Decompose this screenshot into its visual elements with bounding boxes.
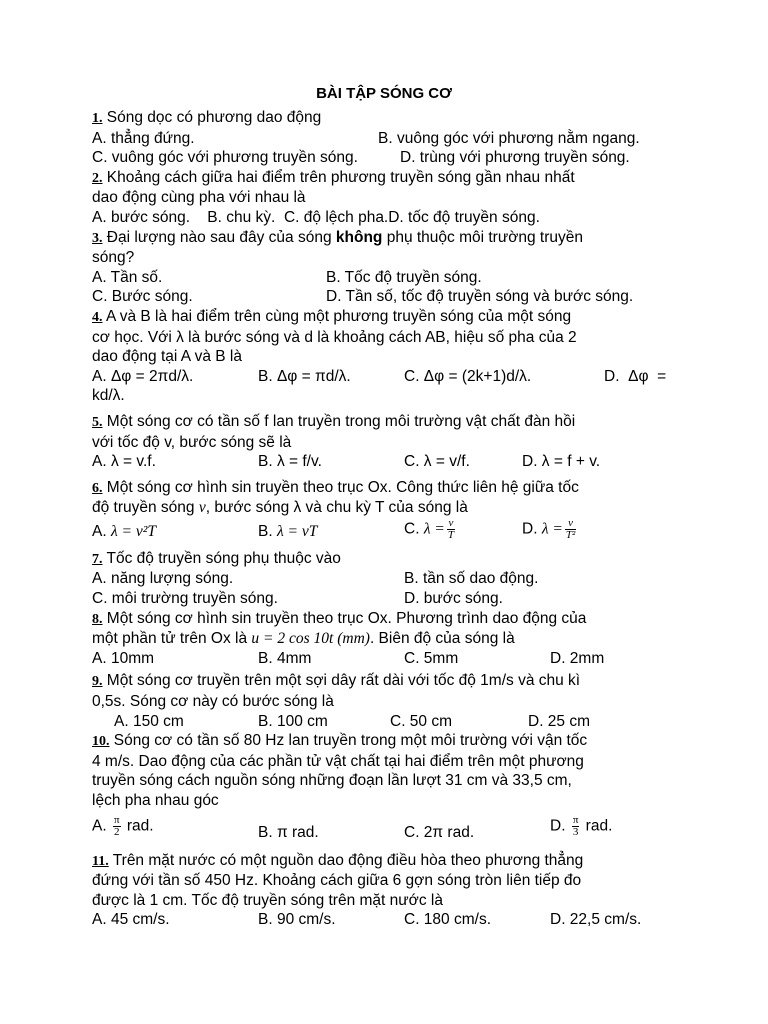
question-stem: 4 m/s. Dao động của các phần tử vật chất tại hai điểm trên một phương xyxy=(92,752,584,770)
option-b: B. tần số dao động. xyxy=(404,570,539,588)
option-b: B. Tốc độ truyền sóng. xyxy=(326,268,482,286)
options-row xyxy=(92,367,676,387)
question-stem: Sóng cơ có tần số 80 Hz lan truyền trong một môi trường với vận tốc xyxy=(109,732,588,750)
stem-part: một phần tử trên Ox là xyxy=(92,630,252,648)
question-stem: phụ thuộc môi trường truyền xyxy=(382,228,584,246)
denominator: 3 xyxy=(572,825,579,838)
fraction xyxy=(565,518,576,541)
option-label: D. xyxy=(522,520,542,538)
numerator: v xyxy=(565,518,576,530)
question-5 xyxy=(92,412,676,472)
options-row xyxy=(92,287,676,307)
question-number: 7. xyxy=(92,551,103,567)
question-text xyxy=(92,609,676,630)
options-row xyxy=(92,129,676,149)
question-number: 3. xyxy=(92,230,103,246)
question-number: 9. xyxy=(92,674,103,690)
option-a: A. Tần số. xyxy=(92,268,163,286)
question-3 xyxy=(92,228,676,307)
question-stem: 0,5s. Sóng cơ này có bước sóng là xyxy=(92,693,334,711)
question-stem xyxy=(92,498,676,518)
question-number: 4. xyxy=(92,309,103,325)
question-number: 1. xyxy=(92,111,103,126)
question-text xyxy=(92,851,676,872)
question-text xyxy=(92,731,676,752)
option-d xyxy=(522,518,578,541)
unit: rad. xyxy=(122,817,154,835)
question-7 xyxy=(92,549,676,609)
option-a: A. λ = v.f. xyxy=(92,453,156,471)
question-stem: đứng với tần số 450 Hz. Khoảng cách giữa 6 gợn sóng tròn liên tiếp đo xyxy=(92,872,582,890)
question-stem: Tốc độ truyền sóng phụ thuộc vào xyxy=(102,549,341,567)
option-b: B. π rad. xyxy=(258,823,319,841)
option-label: C. xyxy=(404,520,424,538)
question-1 xyxy=(92,108,676,168)
question-text xyxy=(92,549,676,570)
option-c: C. 2π rad. xyxy=(404,823,475,841)
question-stem: cơ học. Với λ là bước sóng và d là khoảng cách AB, hiệu số pha của 2 xyxy=(92,328,577,346)
option-a: A. Δφ = 2πd/λ. xyxy=(92,367,194,385)
denominator: T xyxy=(447,528,454,541)
option-d: D. λ = f + v. xyxy=(522,453,601,471)
emphasis: không xyxy=(335,228,383,246)
question-number: 10. xyxy=(92,734,110,750)
stem-part: . Biên độ của sóng là xyxy=(369,630,515,648)
question-6 xyxy=(92,478,676,546)
question-text xyxy=(92,412,676,433)
question-text xyxy=(92,307,676,328)
question-stem: Sóng dọc có phương dao động xyxy=(102,109,322,126)
question-number: 8. xyxy=(92,611,103,627)
option-b: B. λ = f/v. xyxy=(258,453,322,471)
option-label: A. xyxy=(92,817,111,835)
fraction xyxy=(447,518,455,541)
question-stem: Đại lượng nào sau đây của sóng xyxy=(102,228,336,246)
numerator: v xyxy=(448,516,454,529)
question-4 xyxy=(92,307,676,406)
option-a xyxy=(92,815,154,838)
option-c: C. vuông góc với phương truyền sóng. xyxy=(92,149,358,167)
option-d: D. trùng với phương truyền sóng. xyxy=(400,149,630,167)
equation: u = 2 cos 10t (mm) xyxy=(251,630,370,648)
question-stem xyxy=(92,629,676,649)
question-stem: Một sóng cơ truyền trên một sợi dây rất dài với tốc độ 1m/s và chu kì xyxy=(102,672,581,690)
question-number: 6. xyxy=(92,480,103,496)
question-11 xyxy=(92,851,676,930)
formula: λ = vT xyxy=(276,522,318,540)
option-c: C. môi trường truyền sóng. xyxy=(92,590,278,608)
option-c xyxy=(404,518,457,541)
question-stem: A và B là hai điểm trên cùng một phương truyền sóng của một sóng xyxy=(102,307,572,325)
question-stem: Một sóng cơ hình sin truyền theo trục Ox. Công thức liên hệ giữa tốc xyxy=(102,478,579,496)
option-b: B. vuông góc với phương nằm ngang. xyxy=(378,129,640,147)
question-text xyxy=(92,478,676,499)
option-d: D. Tần số, tốc độ truyền sóng và bước sóng. xyxy=(326,288,634,306)
unit: rad. xyxy=(581,817,613,835)
option-label: B. xyxy=(258,522,277,540)
options-row xyxy=(92,569,676,589)
options-row xyxy=(92,268,676,288)
option-a: A. 45 cm/s. xyxy=(92,911,170,929)
denominator: 2 xyxy=(113,825,120,838)
options-row: A. bước sóng. B. chu kỳ. C. độ lệch pha.D. tốc độ truyền sóng. xyxy=(92,208,540,226)
question-number: 2. xyxy=(92,170,103,186)
question-stem: dao động cùng pha với nhau là xyxy=(92,189,306,207)
question-stem: truyền sóng cách nguồn sóng những đoạn lần lượt 31 cm và 33,5 cm, xyxy=(92,772,572,790)
question-9 xyxy=(92,671,676,731)
stem-part: độ truyền sóng xyxy=(92,499,199,517)
option-a: A. năng lượng sóng. xyxy=(92,570,234,588)
option-c: C. 5mm xyxy=(404,649,459,667)
question-8 xyxy=(92,609,676,669)
question-stem: với tốc độ v, bước sóng sẽ là xyxy=(92,433,292,451)
formula: λ = xyxy=(541,520,563,538)
question-text xyxy=(92,108,676,129)
fraction xyxy=(572,815,580,838)
question-number: 5. xyxy=(92,414,103,430)
formula: λ = v²T xyxy=(110,522,157,540)
option-b xyxy=(258,522,317,542)
denominator: T² xyxy=(565,528,576,541)
option-c: C. Δφ = (2k+1)d/λ. xyxy=(404,367,532,385)
option-d: D. bước sóng. xyxy=(404,590,503,608)
options-row xyxy=(92,148,676,168)
option-a xyxy=(92,522,156,542)
question-text xyxy=(92,228,676,249)
option-c: C. 180 cm/s. xyxy=(404,911,491,929)
option-d: D. Δφ = xyxy=(604,367,667,385)
option-c: C. Bước sóng. xyxy=(92,288,193,306)
question-stem: được là 1 cm. Tốc độ truyền sóng trên mặt nước là xyxy=(92,891,443,909)
fraction xyxy=(113,815,121,838)
option-d: D. 25 cm xyxy=(528,712,591,730)
numerator: π xyxy=(113,813,120,826)
question-stem: dao động tại A và B là xyxy=(92,348,242,366)
option-a: A. thẳng đứng. xyxy=(92,129,195,147)
option-b: B. 4mm xyxy=(258,649,312,667)
options-row xyxy=(92,589,676,609)
option-b: B. 100 cm xyxy=(258,712,328,730)
option-c: C. λ = v/f. xyxy=(404,453,470,471)
option-label: A. xyxy=(92,522,111,540)
option-d: D. 2mm xyxy=(550,649,605,667)
option-d xyxy=(550,815,612,838)
question-stem: lệch pha nhau góc xyxy=(92,792,219,809)
stem-part: , bước sóng λ và chu kỳ T của sóng là xyxy=(205,499,468,517)
options-row xyxy=(92,910,676,930)
question-number: 11. xyxy=(92,853,109,869)
option-d: D. 22,5 cm/s. xyxy=(550,911,642,929)
question-stem: Khoảng cách giữa hai điểm trên phương truyền sóng gần nhau nhất xyxy=(102,168,575,186)
page-title: BÀI TẬP SÓNG CƠ xyxy=(316,85,452,102)
question-10 xyxy=(92,731,676,844)
option-c: C. 50 cm xyxy=(390,712,453,730)
options-row xyxy=(92,452,676,472)
options-row xyxy=(92,649,676,669)
option-a: A. 150 cm xyxy=(114,712,184,730)
question-stem: sóng? xyxy=(92,249,135,267)
question-text xyxy=(92,671,676,692)
numerator: π xyxy=(572,813,579,826)
options-row xyxy=(92,811,676,845)
question-stem: Một sóng cơ hình sin truyền theo trục Ox. Phương trình dao động của xyxy=(102,609,587,627)
question-text xyxy=(92,168,676,189)
question-stem: Một sóng cơ có tần số f lan truyền trong môi trường vật chất đàn hồi xyxy=(102,412,576,430)
options-row xyxy=(92,518,676,546)
question-2 xyxy=(92,168,676,228)
question-stem: Trên mặt nước có một nguồn dao động điều hòa theo phương thẳng xyxy=(108,851,584,869)
option-d-continued: kd/λ. xyxy=(92,387,125,405)
options-row xyxy=(92,712,676,732)
option-b: B. 90 cm/s. xyxy=(258,911,336,929)
velocity-symbol: v xyxy=(198,499,206,517)
option-label: D. xyxy=(550,817,570,835)
formula: λ = xyxy=(423,520,445,538)
option-a: A. 10mm xyxy=(92,649,155,667)
option-b: B. Δφ = πd/λ. xyxy=(258,367,351,385)
